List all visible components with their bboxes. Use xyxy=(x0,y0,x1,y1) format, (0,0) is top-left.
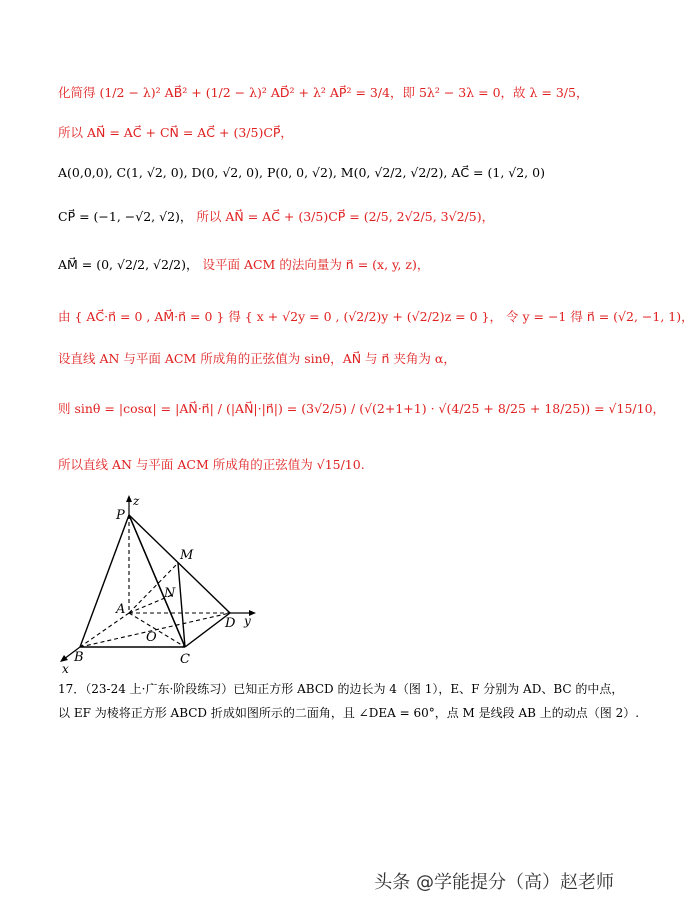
label-y: y xyxy=(244,614,251,628)
label-p: P xyxy=(116,508,125,523)
vector-ac-text: AC⃗ = (1, √2, 0) xyxy=(451,165,545,180)
system-equations-text: 由 { AC⃗·n⃗ = 0 , AM⃗·n⃗ = 0 } 得 { x + √2y = 0 , (√2/2)y + (√2/2)z = 0 }， xyxy=(58,309,503,324)
solution-line-6 xyxy=(58,308,694,326)
pyramid-figure xyxy=(40,495,280,675)
label-x: x xyxy=(62,662,69,676)
label-m: M xyxy=(180,548,194,563)
label-b: B xyxy=(74,650,84,665)
label-d: D xyxy=(225,616,236,631)
watermark: 头条 @学能提分（高）赵老师 xyxy=(374,872,614,893)
solution-line-8: 则 sinθ = |cosα| = |AN⃗·n⃗| / (|AN⃗|·|n⃗|) = (3√2/5) / (√(2+1+1) · √(4/25 + 8/25 + 18/25)) = √15/10， xyxy=(58,401,666,416)
edge-cd xyxy=(185,613,230,647)
normal-vector-setup-text: 设平面 ACM 的法向量为 n⃗ = (x, y, z)， xyxy=(202,257,430,272)
solution-line-3 xyxy=(58,164,545,182)
solution-line-2: 所以 AN⃗ = AC⃗ + CN⃗ = AC⃗ + (3/5)CP⃗， xyxy=(58,125,293,140)
label-z: z xyxy=(133,494,140,508)
vector-am-text: AM⃗ = (0, √2/2, √2/2)， xyxy=(58,257,199,272)
label-c: C xyxy=(180,652,190,667)
vector-cp-text: CP⃗ = (−1, −√2, √2)， xyxy=(58,209,193,224)
edge-ab xyxy=(80,613,129,647)
edge-pm-n xyxy=(129,515,185,647)
question-17-line-1: 17．（23-24 上·广东·阶段练习）已知正方形 ABCD 的边长为 4（图 1），E、F 分别为 AD、BC 的中点， xyxy=(58,682,624,696)
solution-line-4 xyxy=(58,208,494,226)
vector-an-text: 所以 AN⃗ = AC⃗ + (3/5)CP⃗ = (2/5, 2√2/5, 3√2/5)， xyxy=(196,209,495,224)
label-a: A xyxy=(116,602,126,617)
normal-vector-result-text: 令 y = −1 得 n⃗ = (√2, −1, 1)， xyxy=(506,309,694,324)
coordinates-text: A(0,0,0), C(1, √2, 0), D(0, √2, 0), P(0, 0, √2), M(0, √2/2, √2/2), xyxy=(58,165,448,180)
label-o: O xyxy=(146,630,157,645)
label-n: N xyxy=(164,586,176,601)
question-17-line-2: 以 EF 为棱将正方形 ABCD 折成如图所示的二面角，且 ∠DEA = 60°，点 M 是线段 AB 上的动点（图 2）. xyxy=(58,706,640,720)
solution-line-9: 所以直线 AN 与平面 ACM 所成角的正弦值为 √15/10. xyxy=(58,457,365,472)
solution-line-1: 化简得 (1/2 − λ)² AB⃗² + (1/2 − λ)² AD⃗² + λ² AP⃗² = 3/4，即 5λ² − 3λ = 0，故 λ = 3/5， xyxy=(58,85,589,100)
solution-line-7: 设直线 AN 与平面 ACM 所成角的正弦值为 sinθ，AN⃗ 与 n⃗ 夹角为 α， xyxy=(58,351,456,366)
solution-line-5 xyxy=(58,256,429,274)
edge-pb xyxy=(80,515,129,647)
